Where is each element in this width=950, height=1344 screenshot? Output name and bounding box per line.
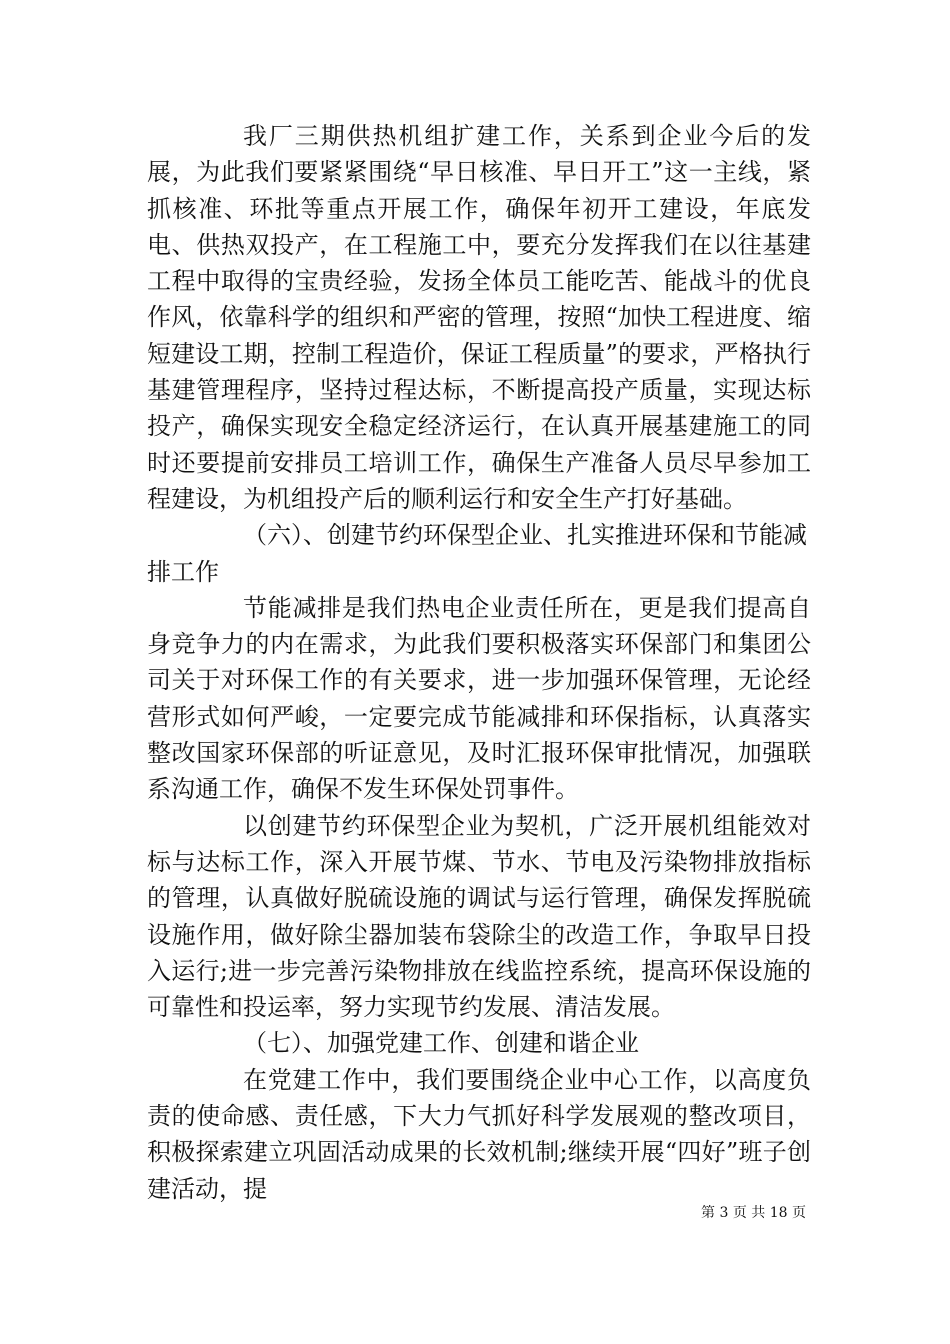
section-heading-six: （六）、创建节约环保型企业、扎实推进环保和节能减排工作 <box>147 521 807 586</box>
paragraph-environmental-benchmark: 以创建节约环保型企业为契机，广泛开展机组能效对标与达标工作，深入开展节煤、节水、节电及污染物排放指标的管理，认真做好脱硫设施的调试与运行管理，确保发挥脱硫设施作用，做好除尘器加装布袋除尘的改造工作，争取早日投入运行;进一步完善污染物排放在线监控系统，提高环保设施的可靠性和投运率，努力实现节约发展、清洁发展。 <box>147 811 811 1022</box>
paragraph-party-building: 在党建工作中，我们要围绕企业中心工作，以高度负责的使命感、责任感，下大力气抓好科学发展观的整改项目，积极探索建立巩固活动成果的长效机制;继续开展“四好”班子创建活动，提 <box>147 1065 811 1203</box>
document-body <box>147 118 811 1207</box>
paragraph-expansion-project: 我厂三期供热机组扩建工作，关系到企业今后的发展，为此我们要紧紧围绕“早日核准、早日开工”这一主线，紧抓核准、环批等重点开展工作，确保年初开工建设，年底发电、供热双投产，在工程施工中，要充分发挥我们在以往基建工程中取得的宝贵经验，发扬全体员工能吃苦、能战斗的优良作风，依靠科学的组织和严密的管理，按照“加快工程进度、缩短建设工期，控制工程造价，保证工程质量”的要求，严格执行基建管理程序，坚持过程达标，不断提高投产质量，实现达标投产，确保实现安全稳定经济运行，在认真开展基建施工的同时还要提前安排员工培训工作，确保生产准备人员尽早参加工程建设，为机组投产后的顺利运行和安全生产打好基础。 <box>147 122 811 513</box>
section-heading-seven: （七）、加强党建工作、创建和谐企业 <box>243 1029 639 1058</box>
page-number: 第 3 页 共 18 页 <box>701 1205 806 1221</box>
paragraph-energy-saving: 节能减排是我们热电企业责任所在，更是我们提高自身竞争力的内在需求，为此我们要积极落实环保部门和集团公司关于对环保工作的有关要求，进一步加强环保管理，无论经营形式如何严峻，一定要完成节能减排和环保指标，认真落实整改国家环保部的听证意见，及时汇报环保审批情况，加强联系沟通工作，确保不发生环保处罚事件。 <box>147 593 811 804</box>
